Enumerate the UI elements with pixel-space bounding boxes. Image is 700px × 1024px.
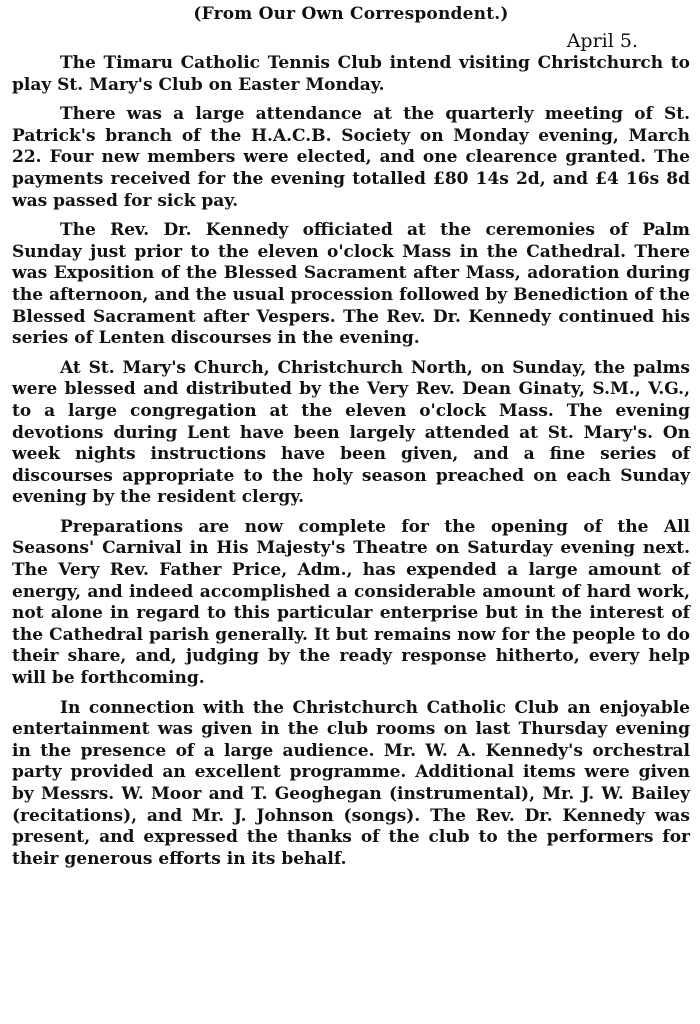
paragraph-carnival: Preparations are now complete for the opening of the All Seasons' Carnival in His Majesty's Theatre on Saturday evening next. The Very Rev. Father Price, Adm., has expended a large amount of energy, and indeed accomplished a considerable amount of hard work, not alone in regard to this particular enterprise but in the interest of the Cathedral parish generally. It but remains now for the people to do their share, and, judging by the ready response hitherto, every help will be forthcoming. [12,516,690,689]
paragraph-hacb-meeting: There was a large attendance at the quarterly meeting of St. Patrick's branch of the H.A.C.B. Society on Monday evening, March 22. Four new members were elected, and one clearence granted. The payments received for the evening totalled £80 14s 2d, and £4 16s 8d was passed for sick pay. [12,104,690,211]
paragraph-palm-sunday: The Rev. Dr. Kennedy officiated at the ceremonies of Palm Sunday just prior to the eleven o'clock Mass in the Cathedral. There was Exposition of the Blessed Sacrament after Mass, adoration during the afternoon, and the usual procession followed by Benediction of the Blessed Sacrament after Vespers. The Rev. Dr. Kennedy continued his series of Lenten discourses in the evening. [12,220,690,349]
article-body [12,53,690,870]
paragraph-catholic-club: In connection with the Christchurch Catholic Club an enjoyable entertainment was given in the club rooms on last Thursday evening in the presence of a large audience. Mr. W. A. Kennedy's orchestral party provided an excellent programme. Additional items were given by Messrs. W. Moor and T. Geoghegan (instrumental), Mr. J. W. Bailey (recitations), and Mr. J. Johnson (songs). The Rev. Dr. Kennedy was present, and expressed the thanks of the club to the performers for their generous efforts in its behalf. [12,697,690,869]
paragraph-tennis-club: The Timaru Catholic Tennis Club intend visiting Christchurch to play St. Mary's Club on Easter Monday. [12,53,690,95]
dateline: April 5. [566,30,638,52]
paragraph-st-marys: At St. Mary's Church, Christchurch North, on Sunday, the palms were blessed and distributed by the Very Rev. Dean Ginaty, S.M., V.G., to a large congregation at the eleven o'clock Mass. The evening devotions during Lent have been largely attended at St. Mary's. On week nights instructions have been given, and a fine series of discourses appropriate to the holy season preached on each Sunday evening by the resident clergy. [12,357,690,508]
correspondent-heading: (From Our Own Correspondent.) [193,4,509,24]
